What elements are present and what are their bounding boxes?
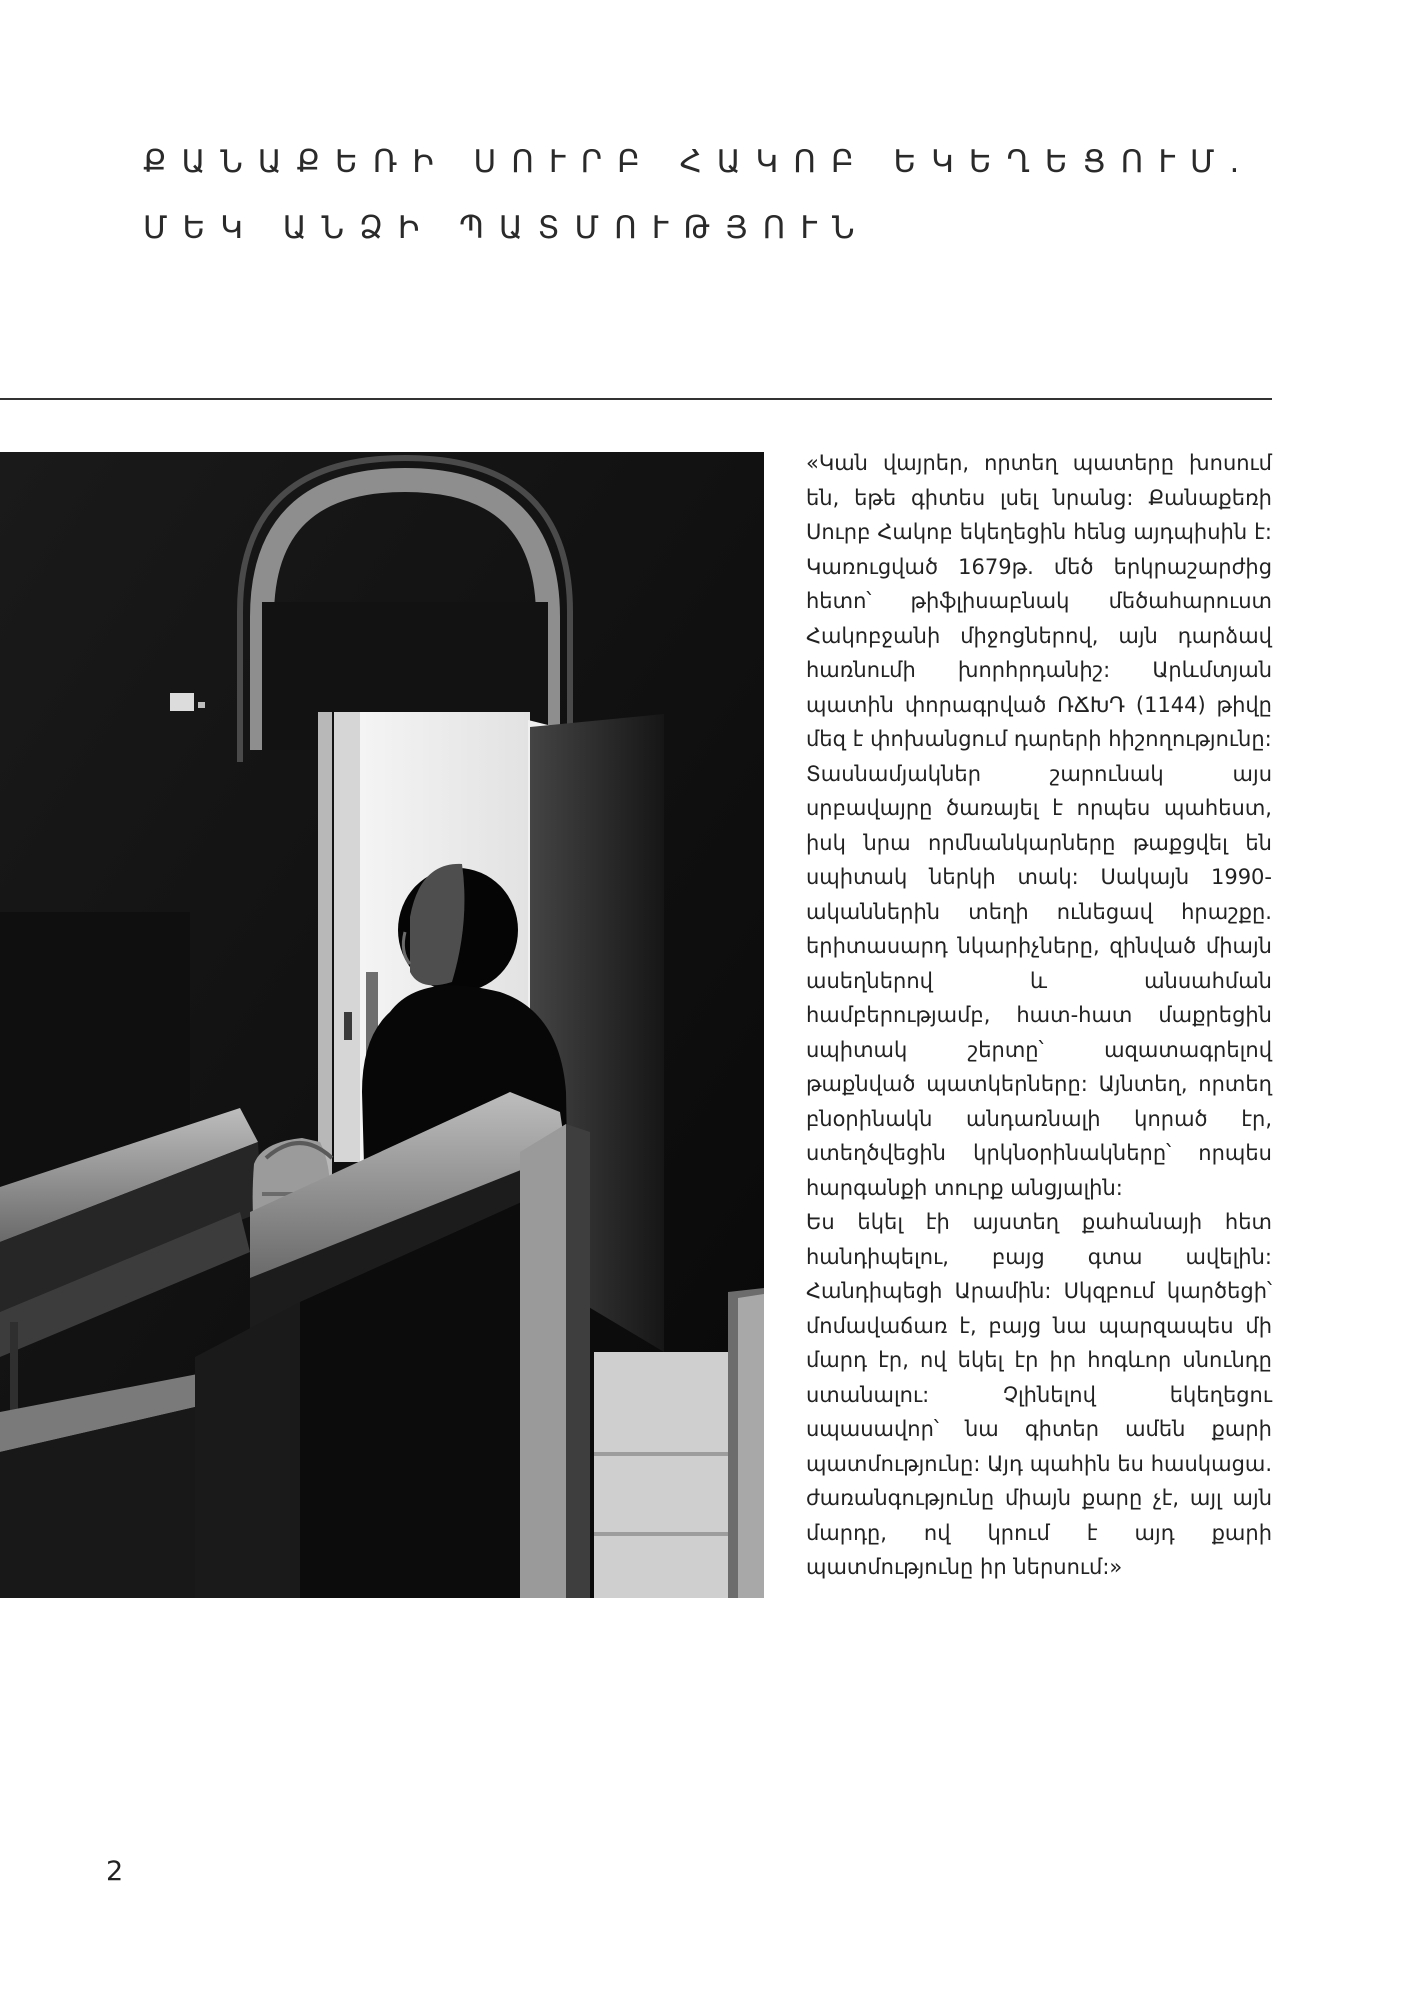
story-paragraph: «Կան վայրեր, որտեղ պատերը խոսում են, եթե գիտես լսել նրանց: Քանաքեռի Սուրբ Հակոբ եկեղեցին հենց այդպիսին է: Կառուցված 1679թ. մեծ երկրաշարժից հետո՝ թիֆլիսաբնակ մեծահարուստ Հակոբջանի միջոցներով, այն դարձավ հառնումի խորհրդանիշ: Արևմտյան պատին փորագրված ՌՃԽԴ (1144) թիվը մեզ է փոխանցում դարերի հիշողությունը:: [806, 451, 1272, 751]
church-interior-photo: [0, 452, 764, 1598]
divider-line: [0, 398, 1272, 400]
story-text: [806, 446, 1272, 1585]
story-paragraph: Ես եկել էի այստեղ քահանայի հետ հանդիպելու, բայց գտա ավելին: Հանդիպեցի Արամին: Սկզբում կարծեցի՝ մոմավաճառ է, բայց նա պարզապես մի մարդ էր, ով եկել էր իր հոգևոր սնունդը ստանալու: Չլինելով եկեղեցու սպասավոր՝ նա գիտեր ամեն քարի պատմությունը: Այդ պահին ես հասկացա. ժառանգությունը միայն քարը չէ, այլ այն մարդը, ով կրում է այդ քարի պատմությունը իր ներսում:»: [806, 1210, 1272, 1579]
page-number: 2: [106, 1856, 124, 1887]
story-paragraph: Տասնամյակներ շարունակ այս սրբավայրը ծառայել է որպես պահեստ, իսկ նրա որմնանկարները թաքցվել են սպիտակ ներկի տակ: Սակայն 1990-ականներին տեղի ունեցավ հրաշքը. երիտասարդ նկարիչները, զինված միայն ասեղներով և անսահման համբերությամբ, հատ-հատ մաքրեցին սպիտակ շերտը՝ ազատագրելով թաքնված պատկերները: Այնտեղ, որտեղ բնօրինակն անդառնալի կորած էր, ստեղծվեցին կրկնօրինակները՝ որպես հարգանքի տուրք անցյալին:: [806, 761, 1272, 1200]
article-title-line-1: ՔԱՆԱՔԵՌԻ ՍՈՒՐԲ ՀԱԿՈԲ ԵԿԵՂԵՑՈՒՄ.: [143, 144, 1255, 180]
article-title-line-2: ՄԵԿ ԱՆՁԻ ՊԱՏՄՈՒԹՅՈՒՆ: [143, 210, 870, 246]
